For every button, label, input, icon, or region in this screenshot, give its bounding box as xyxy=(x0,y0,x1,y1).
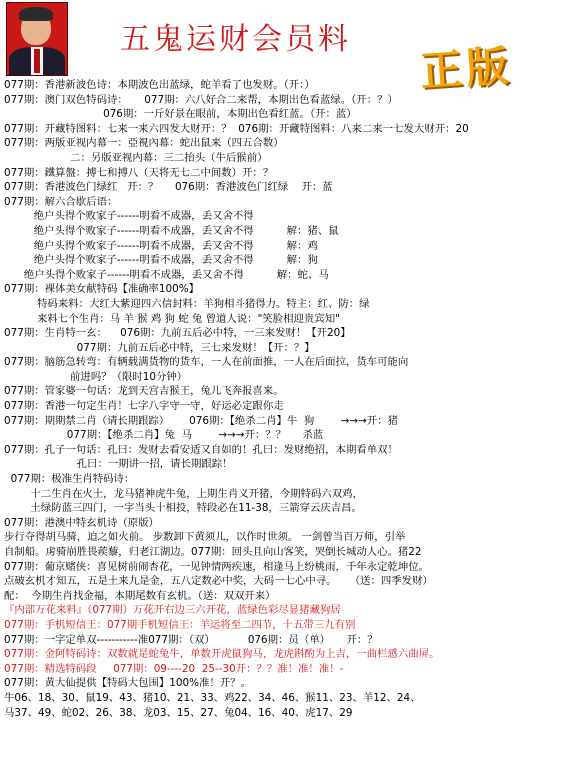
authentic-stamp: 正版 xyxy=(418,40,514,97)
text-line: 土绿防蓝三四门，一字当头十相投，特段必在11-38，三箭穿云庆吉昌。 xyxy=(4,502,362,515)
text-line: 077期：管家婆一句话：龙到天宫吉猴王，兔儿飞奔报喜来。 xyxy=(4,385,284,398)
text-line: 配： 今期生肖找金福，本期尾数有玄机。（送：双双开来） xyxy=(4,589,276,602)
text-line: 077期：鐵算盤：搏七和搏八（天将无七二中间数）开：？ xyxy=(4,166,274,179)
text-line: 特码来料：大红大紫迎四六信封料：羊狗相斗猪得力。特主：红、防：绿 xyxy=(4,297,370,310)
text-line: 077期：黄大仙提供【特码大包围】100%准！开？。 xyxy=(4,677,251,690)
avatar-photo xyxy=(6,2,68,76)
text-line: 绝户头得个败家子------明看不成器，丢又舍不得 解：猪、鼠 xyxy=(4,224,339,237)
text-line: 绝户头得个败家子------明看不成器，丢又舍不得 解：蛇、马 xyxy=(4,268,329,281)
text-line: 点破玄机才知五，五是土来九是金，五八定数必中奖，大码一七心中寻。 （送：四季发财） xyxy=(4,575,433,588)
text-line: 077期：生肖特一玄： 076期：九前五后必中特，一三来发财！【开20】 xyxy=(4,327,351,340)
text-line: 077期：九前五后必中特，三七来发财！【开：？】 xyxy=(4,341,315,354)
text-line: 马37、49、蛇02、26、38、龙03、15、27、兔04、16、40、虎17、29 xyxy=(4,706,353,719)
text-line: 绝户头得个败家子------明看不成器，丢又舍不得 解：鸡 xyxy=(4,239,318,252)
page-title: 五鬼运财会员料 xyxy=(120,22,351,57)
text-line: 十二生肖在火土，龙马猪神虎牛兔，上期生肖义开猪，今期特码六双鸡， xyxy=(4,487,363,500)
text-line: 步行夺得胡马骑，迫之如火前。 步数卸下黄须儿，以作时世须。 一剑曾当百万师，引举 xyxy=(4,531,406,544)
text-line: 077期：金阿特码诗：双数就是蛇兔牛，单数开虎鼠狗马，龙虎斟酌为上吉，一曲栏感六曲屏。 xyxy=(4,648,440,661)
text-line: 077期：港澳中特玄机诗（原版） xyxy=(4,516,159,529)
text-line: 前进吗？（限时10分钟） xyxy=(4,370,188,383)
text-line: 077期：解六合歇后语： xyxy=(4,195,118,208)
text-line: 077期：一字定单双-----------准077期：（双） 076期：员（单） 开：？ xyxy=(4,633,378,646)
text-line: 077期：裸体美女献特码【准确率100%】 xyxy=(4,283,200,296)
text-line: 077期：葡京赌侠：喜见树前闹杏花，一见钟情两疾速，相逢马上纷桃雨，千年永定乾坤位。 xyxy=(4,560,430,573)
text-line: 077期：极准生肖特码诗： xyxy=(4,473,135,486)
text-line: 076期：一斤好景在眼前，本期出色看红蓝。（开：蓝） xyxy=(4,108,357,121)
text-line: 077期：开藏特图料：七来一来六四发大财开：？ 076期：开藏特图料：八来二来一七发大财开：20 xyxy=(4,122,469,135)
text-line: 077期：精选特码段 077期：09----20 25--30开：？？准！准！准！- xyxy=(4,662,344,675)
text-line: 『内部万花来料』（077期）万花开右边三六开花，蓝绿色彩尽显猪藏狗居 xyxy=(4,604,341,617)
text-line: 077期：手机短信王：077期手机短信王：羊运将至二四节，十五带三九有别 xyxy=(4,618,356,631)
text-line: 绝户头得个败家子------明看不成器，丢又舍不得 解：狗 xyxy=(4,254,318,267)
text-line: 077期：香港一句定生肖！七字八字守一守，好运必定跟你走 xyxy=(4,400,284,413)
content-lines xyxy=(4,78,570,720)
text-line: 牛06、18、30、鼠19、43、猪10、21、33、鸡22、34、46、猴11、23、羊12、24、 xyxy=(4,691,421,704)
text-line: 077期：两版亚视内幕一：亞視內幕：蛇出鼠来（四五合数） xyxy=(4,137,284,150)
text-line: 077期：香港波色门绿红 开：？ 076期：香港波色门红绿 开：蓝 xyxy=(4,181,333,194)
text-line: 来料七个生肖：马 羊 猴 鸡 狗 蛇 兔 曾道人说："笑脸相迎贵宾知" xyxy=(4,312,340,325)
text-line: 077期：【绝杀二肖】兔 马 →→→开：？？ 杀蓝 xyxy=(4,429,324,442)
text-line: 077期：期期禁二肖（请长期跟踪） 076期：【绝杀二肖】牛 狗 →→→开：猪 xyxy=(4,414,398,427)
text-line: 077期：脑筋急转弯：有辆载满货物的货车，一人在前面推，一人在后面拉，货车可能向 xyxy=(4,356,409,369)
text-line: 二：另版亚视内幕：三二抬头（牛后猴前） xyxy=(4,151,268,164)
text-line: 077期：香港新波色诗：本期波色出蓝绿，蛇羊看了也发财。（开：） xyxy=(4,79,315,91)
text-line: 自制船。虏骑崩胜畏蒺藜，归老江湖边。077期：回头且向山客笑，哭倒长城动人心。猪22 xyxy=(4,546,422,558)
text-line: 孔曰：一期讲一招，请长期跟踪！ xyxy=(4,458,233,471)
text-line: 077期：澳门双色特码诗： 077期：六八好合二来帮，本期出色看蓝绿。（开：？） xyxy=(4,93,398,106)
text-line: 绝户头得个败家子------明看不成器，丢又舍不得 xyxy=(4,210,254,223)
text-line: 077期：孔子一句话：孔曰：发财去看安适又自如的！孔曰：发财绝招，本期看单双！ xyxy=(4,443,398,456)
